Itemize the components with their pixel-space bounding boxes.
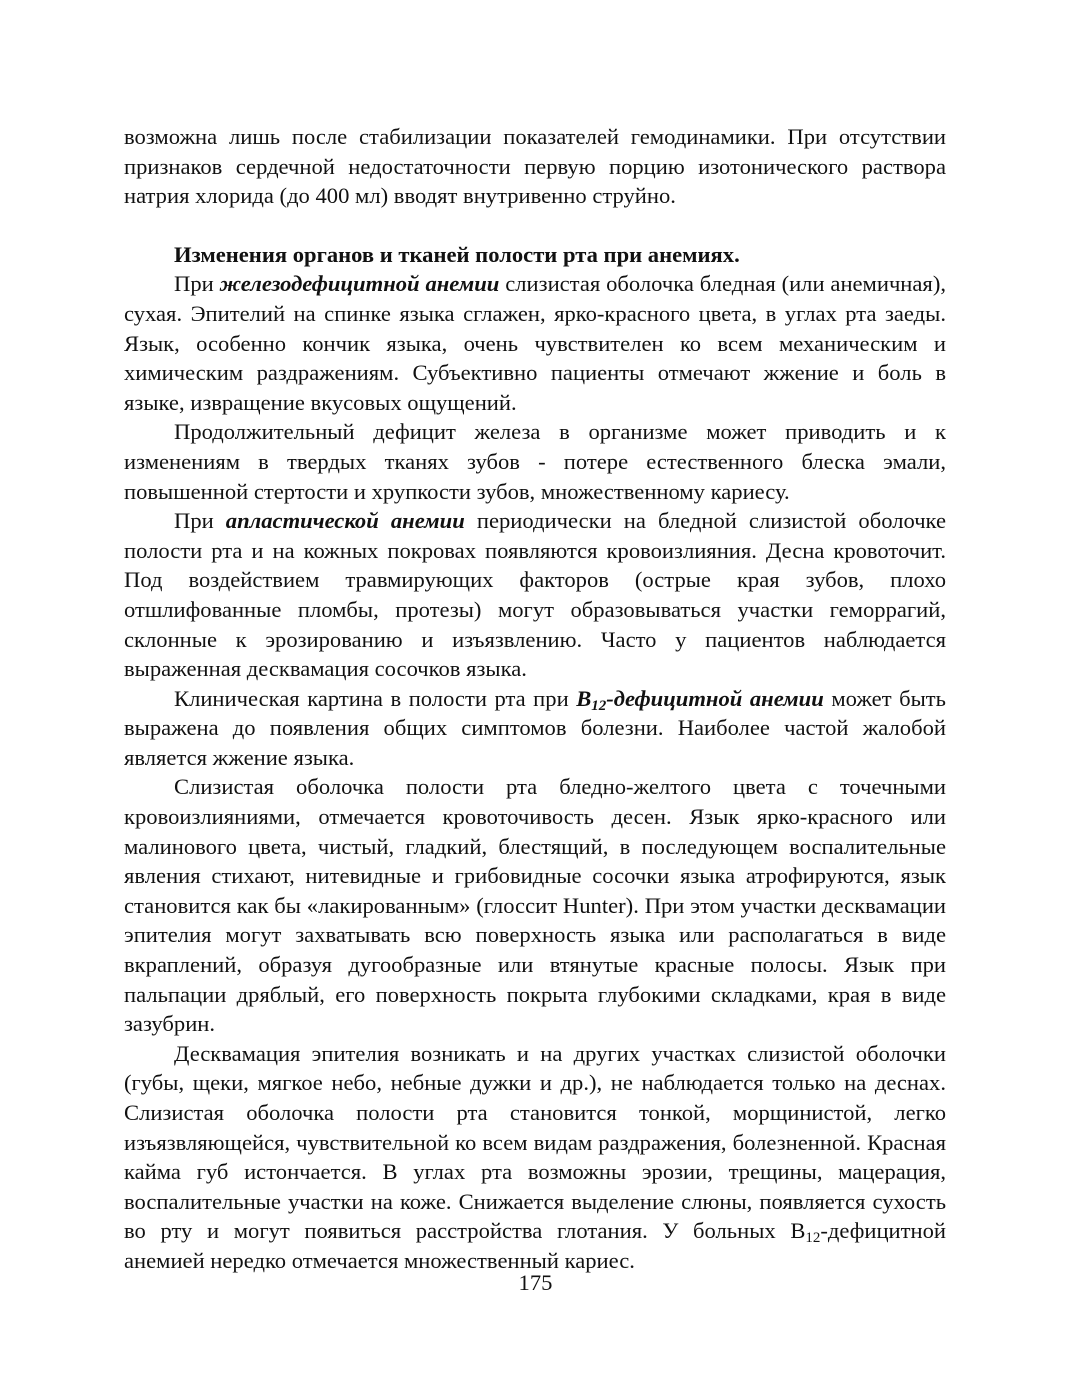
paragraph-text: -дефицитной анемией нередко отмечается множественный кариес. — [124, 1218, 946, 1273]
paragraph-text: Десквамация эпителия возникать и на других участках слизистой оболочки (губы, щеки, мягкое небо, небные дужки и др.), не наблюдается только на деснах. Слизистая оболочка полости рта становится тонкой, морщинистой, легко изъязвляющейся, чувствительной ко всем видам раздражения, болезненной. Красная кайма губ истончается. В углах рта возможны эрозии, трещины, мацерация, воспалительные участки на коже. Снижается выделение слюны, появляется сухость во рту и могут появиться расстройства глотания. У больных В — [124, 1040, 946, 1244]
paragraph-text: При — [174, 508, 226, 534]
paragraph-text: При — [174, 271, 220, 297]
paragraph-text: Клиническая картина в полости рта при — [174, 685, 577, 711]
paragraph-text: слизистая оболочка бледная (или анемичная), сухая. Эпителий на спинке языка сглажен, ярко-красного цвета, в углах рта заеды. Язык, особенно кончик языка, очень чувствителен ко всем механическим и химическим раздражениям. Субъективно пациенты отмечают жжение и боль в языке, извращение вкусовых ощущений. — [124, 271, 946, 415]
term-iron-deficiency-anemia: железодефицитной анемии — [219, 271, 500, 297]
term-subscript: 12 — [591, 697, 607, 714]
term-b12-deficiency-anemia — [576, 685, 824, 714]
paragraph-iron-deficit-teeth: Продолжительный дефицит железа в организме может приводить и к изменениям в твердых тканях зубов - потере естественного блеска эмали, повышенной стертости и хрупкости зубов, множественному кариесу. — [124, 419, 946, 504]
paragraph-desquamation — [124, 1039, 946, 1276]
term-rest: -дефицитной анемии — [606, 685, 824, 711]
paragraph-b12-clinical — [124, 684, 946, 773]
page-number: 175 — [518, 1270, 553, 1295]
paragraph-iron-deficiency — [124, 269, 946, 417]
subscript-12: 12 — [805, 1230, 821, 1247]
paragraph-aplastic — [124, 506, 946, 684]
section-heading: Изменения органов и тканей полости рта при анемиях. — [174, 241, 740, 267]
paragraph-mucosa: Слизистая оболочка полости рта бледно-желтого цвета с точечными кровоизлияниями, отмечается кровоточивость десен. Язык ярко-красного или малинового цвета, чистый, гладкий, блестящий, в последующем воспалительные явления стихают, нитевидные и грибовидные сосочки языка атрофируются, язык становится как бы «лакированным» (глоссит Hunter). При этом участки десквамации эпителия могут захватывать всю поверхность языка или располагаться в виде вкраплений, образуя дугообразные или втянутые красные полосы. Язык при пальпации дряблый, его поверхность покрыта глубокими складками, края в виде зазубрин. — [124, 774, 946, 1037]
paragraph-text: периодически на бледной слизистой оболочке полости рта и на кожных покровах появляются кровоизлияния. Десна кровоточит. Под воздействием травмирующих факторов (острые края зубов, плохо отшлифованные пломбы, протезы) могут образовываться участки геморрагий, склонные к эрозированию и изъязвлению. Часто у пациентов наблюдается выраженная десквамация сосочков языка. — [124, 508, 947, 682]
paragraph-text: может быть выражена до появления общих симптомов болезни. Наиболее частой жалобой является жжение языка. — [124, 685, 946, 770]
term-letter: B — [576, 685, 592, 711]
paragraph-continuation: возможна лишь после стабилизации показателей гемодинамики. При отсутствии признаков сердечной недостаточности первую порцию изотонического раствора натрия хлорида (до 400 мл) вводят внутривенно струйно. — [124, 124, 946, 209]
body-text — [124, 122, 946, 1276]
term-aplastic-anemia: апластической анемии — [225, 508, 465, 534]
